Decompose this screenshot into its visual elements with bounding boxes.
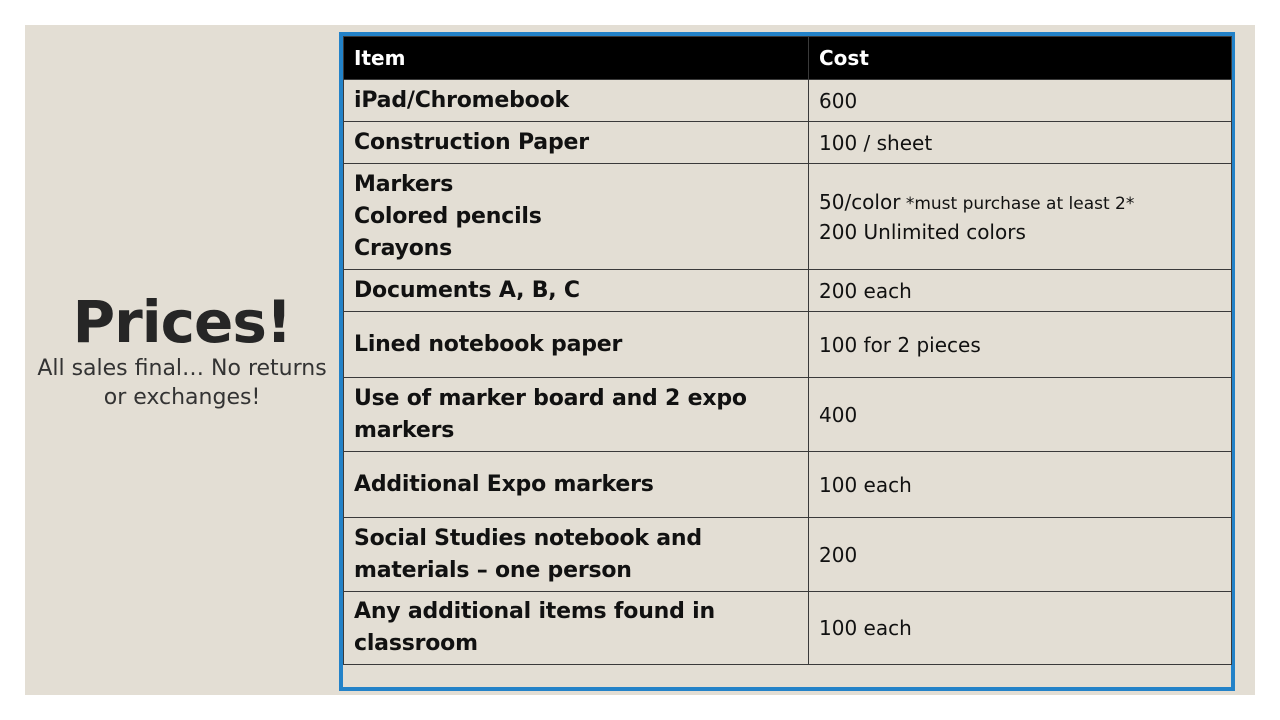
table-row xyxy=(344,80,1232,122)
item-line-markers: Markers xyxy=(354,171,454,197)
item-cell: Any additional items found in classroom xyxy=(344,592,809,665)
slide-subtitle: All sales final… No returns or exchanges! xyxy=(37,356,327,410)
cost-cell: 100 each xyxy=(809,592,1232,665)
title-panel xyxy=(25,25,339,695)
cost-cell: 200 xyxy=(809,518,1232,592)
cost-cell: 100 each xyxy=(809,452,1232,518)
cost-cell: 600 xyxy=(809,80,1232,122)
cost-line-unlimited: 200 Unlimited colors xyxy=(819,219,1026,244)
table-row xyxy=(344,270,1232,312)
cost-note: *must purchase at least 2* xyxy=(900,193,1135,214)
cost-main: 50/color xyxy=(819,189,901,214)
table-row xyxy=(344,452,1232,518)
table-row xyxy=(344,518,1232,592)
item-cell: Use of marker board and 2 expo markers xyxy=(344,378,809,452)
table-row xyxy=(344,122,1232,164)
cost-cell: 200 each xyxy=(809,270,1232,312)
item-cell: iPad/Chromebook xyxy=(344,80,809,122)
slide-title: Prices! xyxy=(72,288,292,356)
table-row xyxy=(344,312,1232,378)
cost-line-per-color xyxy=(819,188,1221,218)
table-header-row xyxy=(344,37,1232,80)
item-cell: Documents A, B, C xyxy=(344,270,809,312)
price-table xyxy=(343,36,1232,665)
item-cell: Social Studies notebook and materials – one person xyxy=(344,518,809,592)
slide xyxy=(25,25,1255,695)
table-row xyxy=(344,164,1232,270)
cost-cell: 100 for 2 pieces xyxy=(809,312,1232,378)
table-row xyxy=(344,378,1232,452)
cost-cell xyxy=(809,164,1232,270)
price-table-frame xyxy=(339,32,1235,691)
item-line-colored-pencils: Colored pencils xyxy=(354,203,542,229)
item-cell: Additional Expo markers xyxy=(344,452,809,518)
cost-cell: 400 xyxy=(809,378,1232,452)
item-line-crayons: Crayons xyxy=(354,235,452,261)
item-cell: Lined notebook paper xyxy=(344,312,809,378)
header-item: Item xyxy=(344,37,809,80)
header-cost: Cost xyxy=(809,37,1232,80)
item-cell: Construction Paper xyxy=(344,122,809,164)
table-row xyxy=(344,592,1232,665)
item-cell xyxy=(344,164,809,270)
cost-cell: 100 / sheet xyxy=(809,122,1232,164)
